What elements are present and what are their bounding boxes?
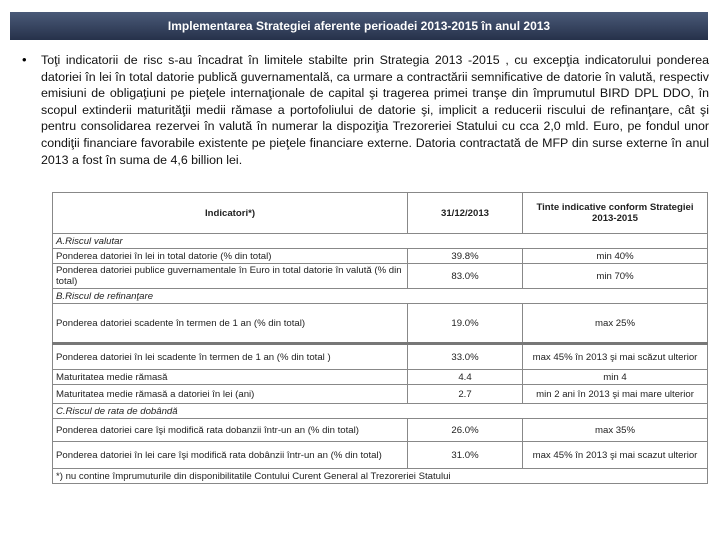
section-title: A.Riscul valutar xyxy=(53,234,708,249)
indicator-cell: Ponderea datoriei în lei in total datorie (% din total) xyxy=(53,249,408,264)
table-row xyxy=(53,344,708,370)
target-cell: max 45% în 2013 şi mai scăzut ulterior xyxy=(523,344,708,370)
table-row xyxy=(53,419,708,442)
indicator-cell: Maturitatea medie rămasă xyxy=(53,370,408,385)
target-cell: max 25% xyxy=(523,304,708,344)
value-cell: 83.0% xyxy=(408,264,523,289)
indicator-cell: Ponderea datoriei în lei care îşi modifică rata dobânzii într-un an (% din total) xyxy=(53,442,408,469)
table-row xyxy=(53,304,708,344)
header-targets: Tinte indicative conform Strategiei 2013-2015 xyxy=(523,193,708,234)
target-cell: min 4 xyxy=(523,370,708,385)
indicator-cell: Ponderea datoriei scadente în termen de 1 an (% din total) xyxy=(53,304,408,344)
table-row xyxy=(53,385,708,404)
value-cell: 26.0% xyxy=(408,419,523,442)
table-row xyxy=(53,264,708,289)
table-row xyxy=(53,370,708,385)
header-date: 31/12/2013 xyxy=(408,193,523,234)
table-header-row xyxy=(53,193,708,234)
indicator-cell: Ponderea datoriei care îşi modifică rata dobanzii într-un an (% din total) xyxy=(53,419,408,442)
value-cell: 4.4 xyxy=(408,370,523,385)
indicator-cell: Ponderea datoriei în lei scadente în termen de 1 an (% din total ) xyxy=(53,344,408,370)
value-cell: 31.0% xyxy=(408,442,523,469)
header-indicator: Indicatori*) xyxy=(53,193,408,234)
value-cell: 2.7 xyxy=(408,385,523,404)
target-cell: min 70% xyxy=(523,264,708,289)
target-cell: max 45% în 2013 şi mai scazut ulterior xyxy=(523,442,708,469)
slide-title: Implementarea Strategiei aferente perioadei 2013-2015 în anul 2013 xyxy=(10,12,708,40)
indicator-cell: Maturitatea medie rămasă a datoriei în lei (ani) xyxy=(53,385,408,404)
target-cell: max 35% xyxy=(523,419,708,442)
target-cell: min 2 ani în 2013 şi mai mare ulterior xyxy=(523,385,708,404)
table-row xyxy=(53,249,708,264)
bullet-icon: • xyxy=(22,52,27,67)
value-cell: 39.8% xyxy=(408,249,523,264)
table-row xyxy=(53,442,708,469)
value-cell: 33.0% xyxy=(408,344,523,370)
bullet-text: Toţi indicatorii de risc s-au încadrat în limitele stabilte prin Strategia 2013 -2015 , cu excepţia indicatorului ponderea datoriei în lei în total datorie publică guvernamentală, ca urmare a contractării semnificative de datorie în valută, respectiv emisiuni de obligaţiuni pe pieţele internaţionale de capital şi tragerea primei tranşe din împrumutul BIRD DPL DDO, în scopul extinderii maturităţii medii rămase a portofoliului de datorie şi, implicit a reducerii riscului de refinanţare, cât şi pentru consolidarea rezervei în valută în numerar la dispoziţia Trezoreriei Statului cu cca 2,0 mld. Euro, pe fondul unor condiţii financiare favorabile existente pe pieţele financiare externe. Datoria contractată de MFP din surse externe în anul 2013 a fost în suma de 4,6 billion lei. xyxy=(41,53,709,167)
section-title: B.Riscul de refinanţare xyxy=(53,289,708,304)
indicators-table xyxy=(52,192,708,484)
section-title: C.Riscul de rata de dobândă xyxy=(53,404,708,419)
target-cell: min 40% xyxy=(523,249,708,264)
value-cell: 19.0% xyxy=(408,304,523,344)
indicator-cell: Ponderea datoriei publice guvernamentale în Euro in total datorie în valută (% din total) xyxy=(53,264,408,289)
footnote: *) nu contine împrumuturile din disponibilitatile Contului Curent General al Trezoreriei Statului xyxy=(53,469,708,484)
